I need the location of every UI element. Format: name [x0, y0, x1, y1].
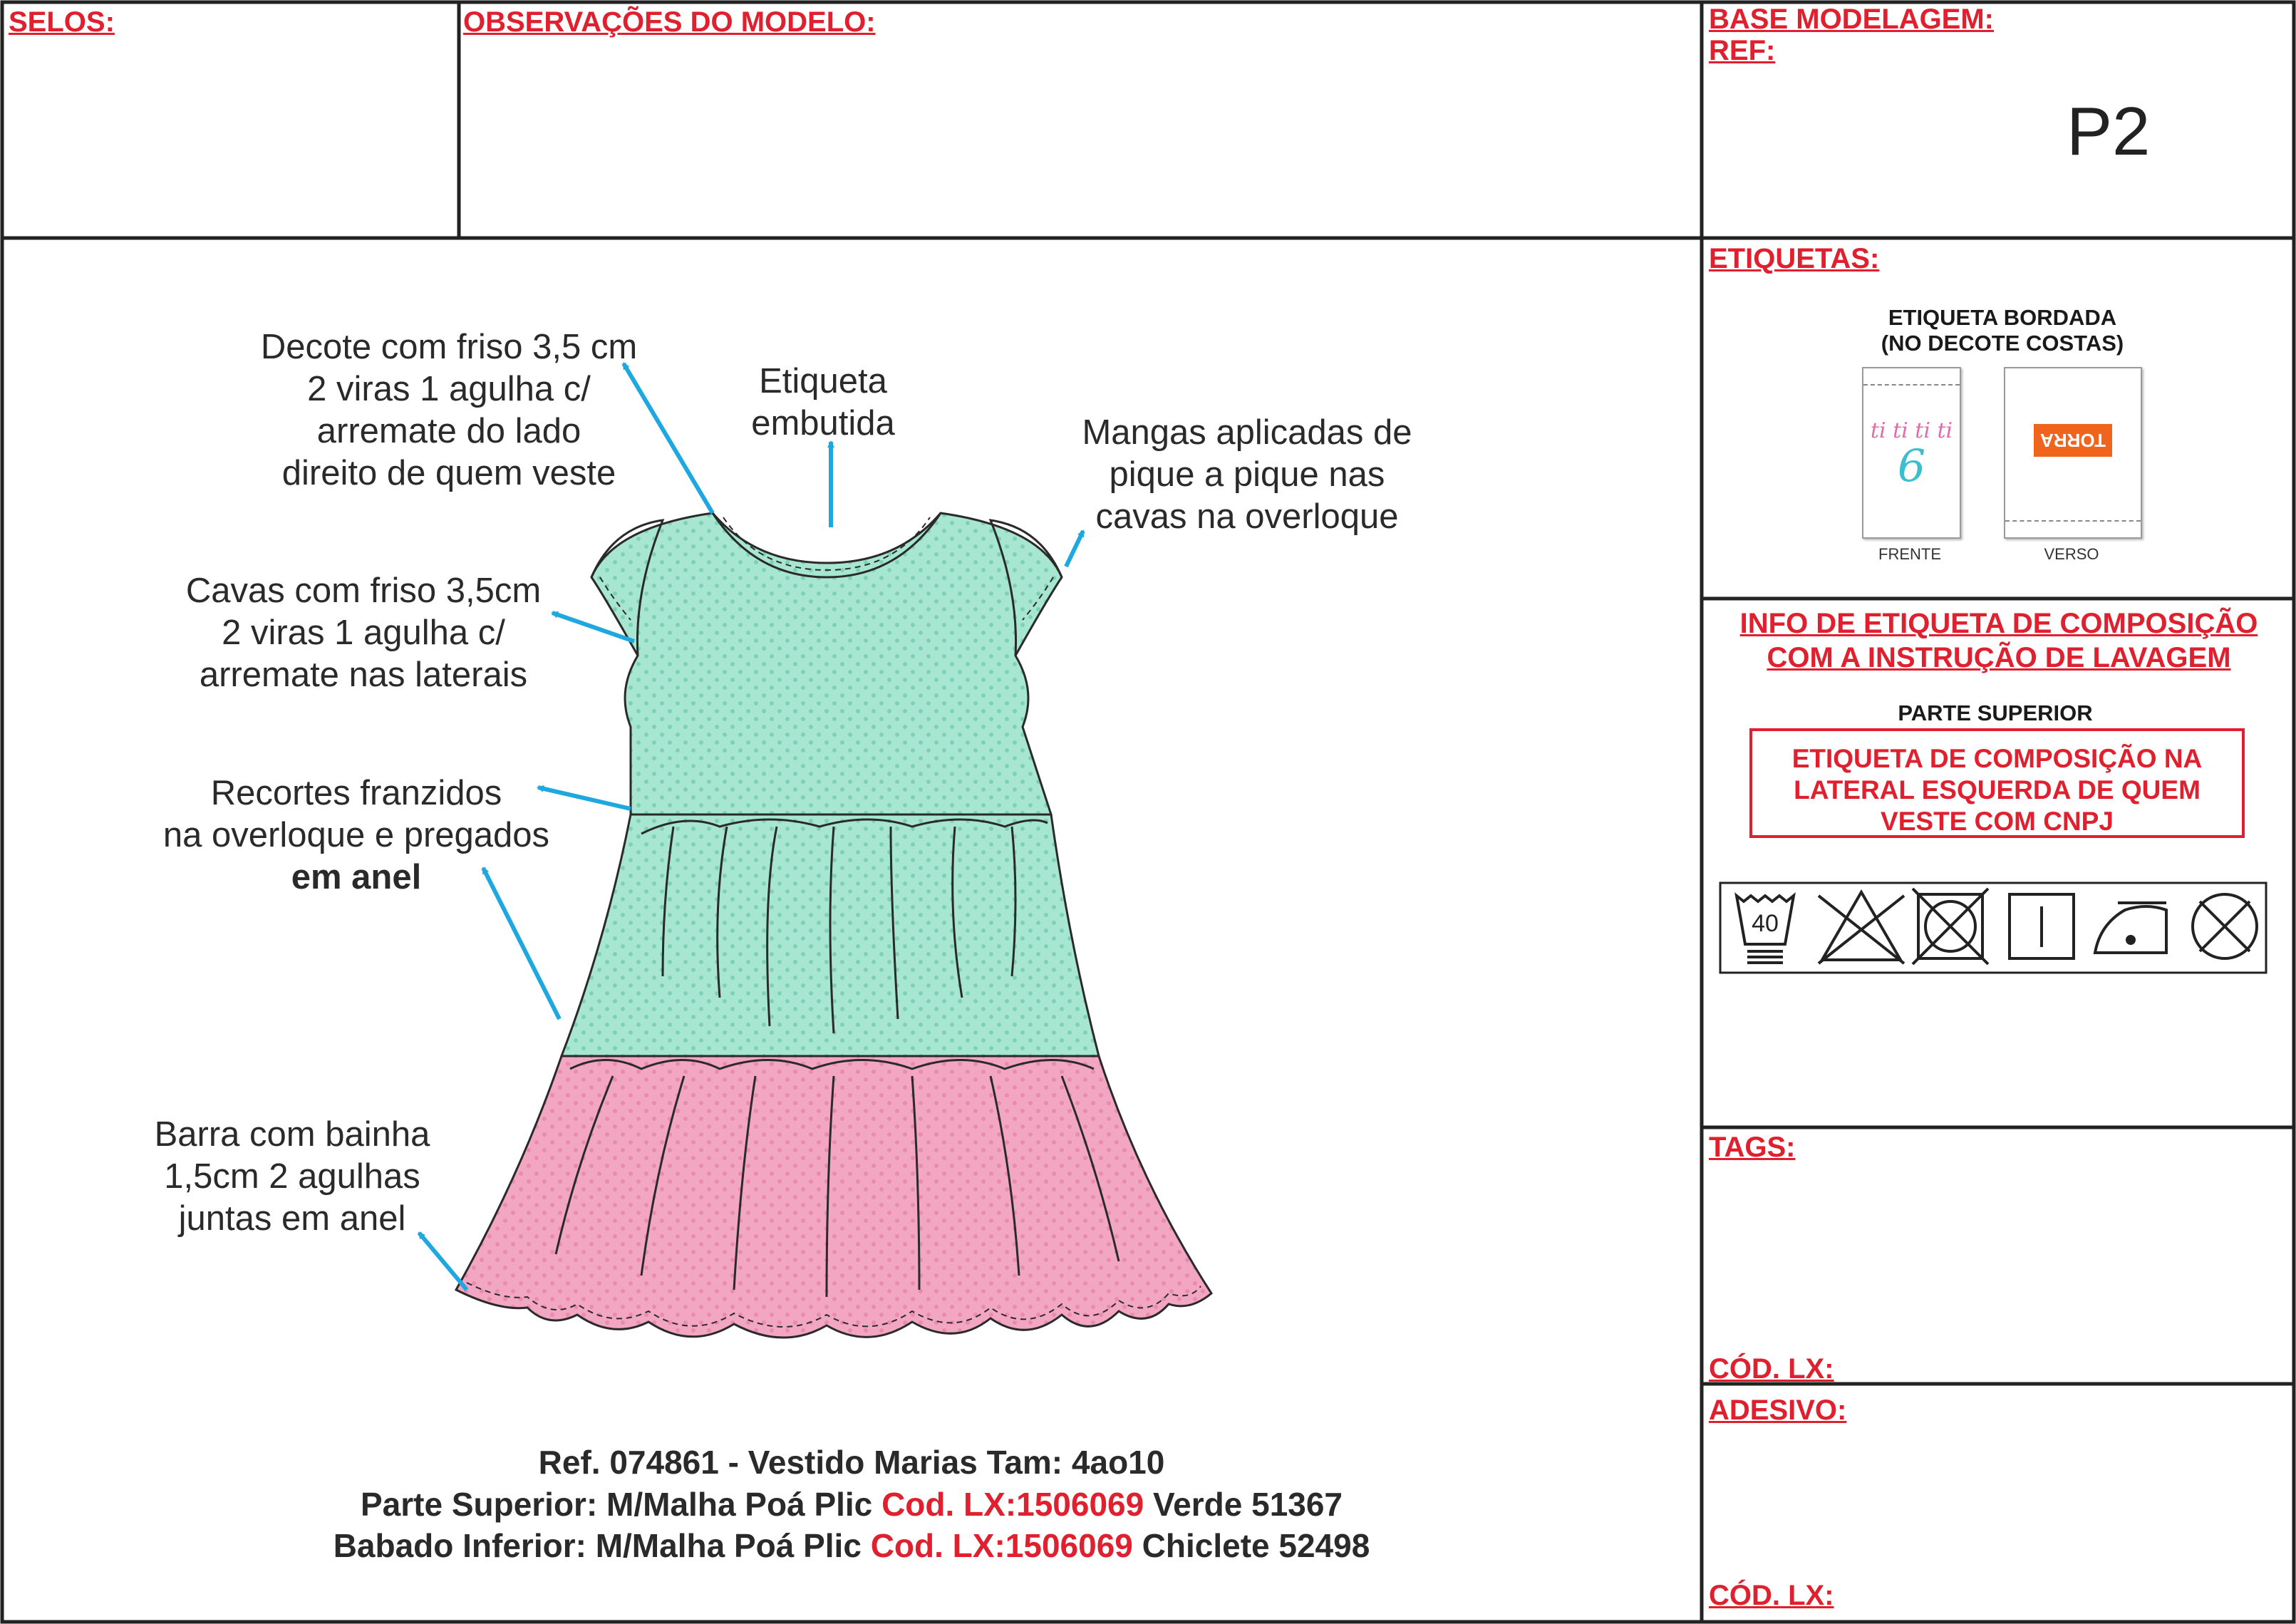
ref-heading: REF:: [1709, 35, 1776, 66]
callout-etiqueta: Etiqueta embutida: [751, 362, 895, 443]
parte-superior-label: PARTE SUPERIOR: [1898, 700, 2093, 725]
callout-decote: Decote com friso 3,5 cm 2 viras 1 agulha c/ arremate do lado direito de quem veste: [260, 328, 638, 492]
selos-heading: SELOS:: [9, 6, 115, 38]
observacoes-heading: OBSERVAÇÕES DO MODELO:: [463, 6, 876, 38]
callout-barra: Barra com bainha 1,5cm 2 agulhas juntas em anel: [154, 1115, 430, 1238]
callout-cavas: Cavas com friso 3,5cm 2 viras 1 agulha c/ arremate nas laterais: [185, 571, 542, 694]
arrow-barra: [419, 1233, 467, 1290]
adesivo-heading: ADESIVO:: [1709, 1395, 1847, 1426]
wash-temp-text: 40: [1752, 910, 1779, 937]
size-label: P2: [2067, 93, 2151, 170]
base-modelagem-heading: BASE MODELAGEM:: [1709, 4, 1994, 35]
etiqueta-bordada-label: ETIQUETA BORDADA (NO DECOTE COSTAS): [1881, 305, 2124, 356]
label-front-caption: FRENTE: [1878, 545, 1941, 563]
label-back-logo: TORRA: [2034, 424, 2112, 457]
label-front-brand: ti ti ti ti: [1870, 418, 1953, 443]
callout-mangas: Mangas aplicadas de pique a pique nas cavas na overloque: [1082, 413, 1412, 536]
tags-heading: TAGS:: [1709, 1132, 1796, 1163]
adesivo-cod-lx: CÓD. LX:: [1709, 1580, 1834, 1611]
tags-cod-lx: CÓD. LX:: [1709, 1353, 1834, 1385]
label-front: [1862, 367, 1961, 539]
reference-line-3: Babado Inferior: M/Malha Poá Plic Cod. LX:1506069 Chiclete 52498: [333, 1527, 1370, 1564]
label-front-number: 6: [1897, 440, 1926, 492]
etiquetas-heading: ETIQUETAS:: [1709, 243, 1880, 274]
care-symbols-strip: [1719, 881, 2267, 974]
composicao-heading-2: COM A INSTRUÇÃO DE LAVAGEM: [1767, 642, 2231, 673]
reference-line-2: Parte Superior: M/Malha Poá Plic Cod. LX:1506069 Verde 51367: [360, 1486, 1343, 1523]
composicao-heading-1: INFO DE ETIQUETA DE COMPOSIÇÃO: [1739, 608, 2258, 639]
label-back: [2004, 367, 2142, 539]
label-back-caption: VERSO: [2044, 545, 2099, 563]
composicao-box: ETIQUETA DE COMPOSIÇÃO NA LATERAL ESQUERDA DE QUEM VESTE COM CNPJ: [1749, 728, 2245, 838]
reference-line-1: Ref. 074861 - Vestido Marias Tam: 4ao10: [538, 1444, 1165, 1481]
callout-recortes: Recortes franzidos na overloque e pregados em anel: [162, 774, 550, 896]
